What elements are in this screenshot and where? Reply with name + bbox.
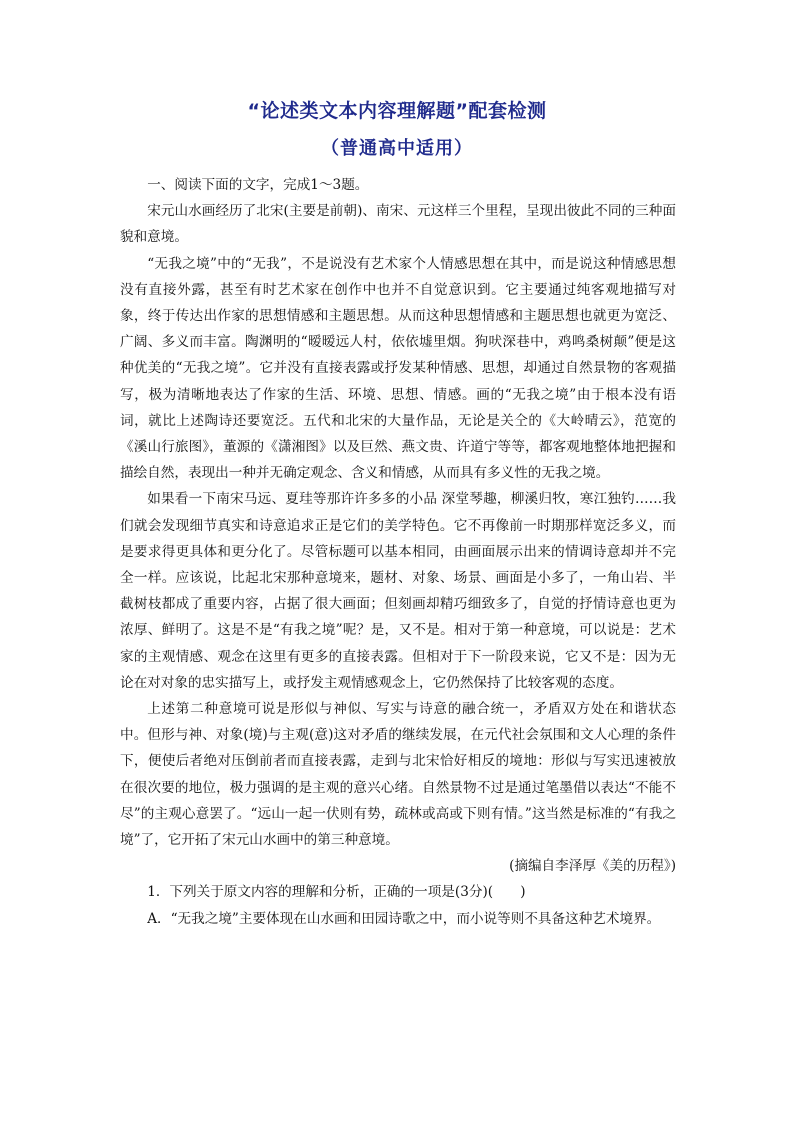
document-subtitle: （普通高中适用） — [321, 138, 473, 159]
paragraph-3: 如果看一下南宋马远、夏珪等那许许多多的小品 深堂琴趣，柳溪归牧，寒江独钓……我们就会发现细节真实和诗意追求正是它们的美学特色。它不再像前一时期那样宽泛多义，而是要求得更具体和更分化了。尽管标题可以基本相同，由画面展示出来的情调诗意却并不完全一样。应该说，比起北宋那种意境来，题材、对象、场景、画面是小多了，一角山岩、半截树枝都成了重要内容，占据了很大画面；但刻画却精巧细致多了，自觉的抒情诗意也更为浓厚、鲜明了。这是不是“有我之境”呢？是，又不是。相对于第一种意境，可以说是：艺术家的主观情感、观念在这里有更多的直接表露。但相对于下一阶段来说，它又不是：因为无论在对对象的忠实描写上，或抒发主观情感观念上，它仍然保持了比较客观的态度。 — [120, 491, 676, 691]
document-title: “论述类文本内容理解题”配套检测 — [247, 100, 547, 122]
paragraph-4: 上述第二种意境可说是形似与神似、写实与诗意的融合统一，矛盾双方处在和谐状态中。但形与神、对象(境)与主观(意)这对矛盾的继续发展，在元代社会氛围和文人心理的条件下，便使后者绝对压倒前者而直接表露，走到与北宋恰好相反的境地：形似与写实迅速被放在很次要的地位，极力强调的是主观的意兴心绪。自然景物不过是通过笔墨借以表达“不能不尽”的主观心意罢了。“远山一起一伏则有势，疏林或高或下则有情。”这当然是标准的“有我之境”了，它开拓了宋元山水画中的第三种意境。 — [120, 701, 676, 849]
question-1-stem: 1．下列关于原文内容的理解和分析，正确的一项是(3分)( ) — [147, 884, 526, 901]
question-1-option-a: A．“无我之境”主要体现在山水画和田园诗歌之中，而小说等则不具备这种艺术境界。 — [147, 910, 661, 927]
reading-instruction: 一、阅读下面的文字，完成1～3题。 — [147, 177, 369, 193]
paragraph-2: “无我之境”中的“无我”，不是说没有艺术家个人情感思想在其中，而是说这种情感思想没有直接外露，甚至有时艺术家在创作中也并不自觉意识到。它主要通过纯客观地描写对象，终于传达出作家的思想情感和主题思想。从而这种思想情感和主题思想也就更为宽泛、广阔、多义而丰富。陶渊明的“暧暧远人村，依依墟里烟。狗吠深巷中，鸡鸣桑树颠”便是这种优美的“无我之境”。它并没有直接表露或抒发某种情感、思想，却通过自然景物的客观描写，极为清晰地表达了作家的生活、环境、思想、情感。画的“无我之境”由于根本没有语词，就比上述陶诗还要宽泛。五代和北宋的大量作品，无论是关仝的《大岭晴云》，范宽的《溪山行旅图》，董源的《潇湘图》以及巨然、燕文贵、许道宁等等，都客观地整体地把握和描绘自然，表现出一种并无确定观念、含义和情感，从而具有多义性的无我之境。 — [120, 255, 676, 482]
document-body — [120, 172, 676, 932]
source-citation: (摘编自李泽厚《美的历程》) — [509, 858, 676, 875]
paragraph-1: 宋元山水画经历了北宋(主要是前朝)、南宋、元这样三个里程，呈现出彼此不同的三种面貌和意境。 — [120, 203, 676, 246]
